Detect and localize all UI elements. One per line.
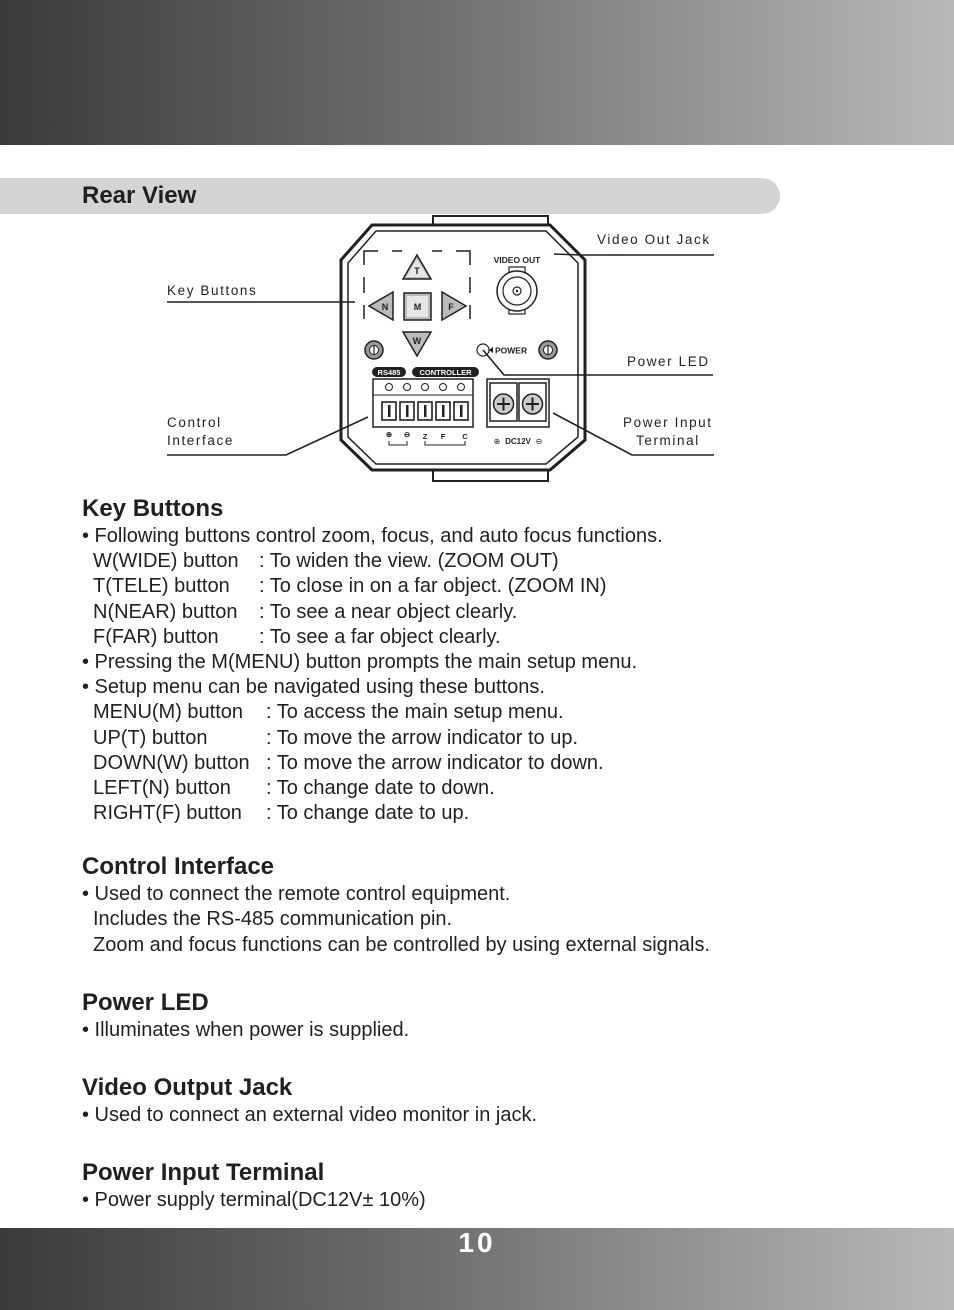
callout-control-interface-1: Control (167, 415, 222, 430)
svg-text:⊕: ⊕ (493, 437, 501, 446)
control-interface-line: • Used to connect the remote control equipment. (82, 883, 511, 906)
callout-power-input-1: Power Input (623, 415, 713, 430)
svg-text:POWER: POWER (495, 345, 528, 356)
key-buttons-bullet-navigate: • Setup menu can be navigated using these buttons. (82, 676, 545, 699)
page-number: 10 (458, 1227, 496, 1258)
list-item: T(TELE) button : To close in on a far object. (ZOOM IN) (93, 575, 607, 598)
video-out-label: VIDEO OUT (493, 255, 541, 265)
svg-text:⊖: ⊖ (535, 437, 543, 446)
svg-text:DC12V: DC12V (505, 437, 531, 446)
svg-text:M: M (413, 302, 422, 312)
list-item: N(NEAR) button : To see a near object clearly. (93, 600, 518, 623)
camera-rear-panel (0, 215, 954, 490)
list-item: W(WIDE) button : To widen the view. (ZOOM OUT) (93, 550, 559, 573)
control-interface-line: Zoom and focus functions can be controlled by using external signals. (93, 933, 711, 956)
list-item: UP(T) button : To move the arrow indicator to up. (93, 726, 579, 749)
video-out-leader (554, 254, 714, 255)
svg-text:N: N (381, 302, 389, 312)
screw-left (365, 341, 383, 359)
callout-power-input-2: Terminal (636, 433, 700, 448)
svg-text:⊖: ⊖ (403, 430, 411, 439)
video-output-line: • Used to connect an external video monitor in jack. (82, 1104, 538, 1126)
control-interface-line: Includes the RS-485 communication pin. (93, 908, 453, 931)
callout-key-buttons: Key Buttons (167, 283, 258, 298)
screw-right (539, 341, 557, 359)
svg-text:W: W (412, 336, 422, 346)
content (82, 494, 922, 1213)
svg-text:F: F (440, 432, 446, 441)
list-item: F(FAR) button : To see a far object clearly. (93, 625, 501, 648)
spacer (82, 958, 922, 988)
rs485-tag (372, 367, 406, 377)
callout-power-led: Power LED (627, 354, 710, 369)
svg-text:T: T (414, 266, 420, 276)
list-item: MENU(M) button : To access the main setup menu. (93, 701, 564, 724)
power-led-heading: Power LED (82, 988, 209, 1016)
svg-text:Z: Z (422, 432, 428, 441)
spacer (82, 826, 922, 852)
control-interface-heading: Control Interface (82, 853, 275, 881)
top-banner (0, 0, 954, 145)
svg-text:RS485: RS485 (377, 368, 401, 377)
controller-tag (412, 367, 479, 377)
rear-view-diagram (0, 215, 954, 490)
svg-text:⊕: ⊕ (385, 430, 393, 439)
key-buttons-heading: Key Buttons (82, 495, 224, 522)
section-title: Rear View (82, 182, 197, 209)
list-item: RIGHT(F) button : To change date to up. (93, 802, 470, 825)
svg-text:C: C (462, 432, 468, 441)
power-input-heading: Power Input Terminal (82, 1159, 325, 1187)
key-buttons-bullet-menu: • Pressing the M(MENU) button prompts the main setup menu. (82, 650, 638, 673)
power-led (477, 344, 527, 356)
power-led-line: • Illuminates when power is supplied. (82, 1018, 410, 1041)
key-buttons-intro: • Following buttons control zoom, focus, and auto focus functions. (82, 525, 663, 547)
callout-control-interface-2: Interface (167, 433, 234, 448)
callout-video-out-jack: Video Out Jack (597, 232, 711, 247)
power-input-line: • Power supply terminal(DC12V± 10%) (82, 1189, 426, 1212)
list-item: LEFT(N) button : To change date to down. (93, 776, 495, 799)
spacer (82, 1043, 922, 1073)
spacer (82, 1128, 922, 1158)
svg-text:F: F (448, 302, 454, 312)
svg-text:CONTROLLER: CONTROLLER (419, 368, 472, 377)
menu-button (404, 293, 431, 320)
list-item: DOWN(W) button : To move the arrow indicator to down. (93, 751, 604, 774)
video-output-heading: Video Output Jack (82, 1074, 293, 1101)
